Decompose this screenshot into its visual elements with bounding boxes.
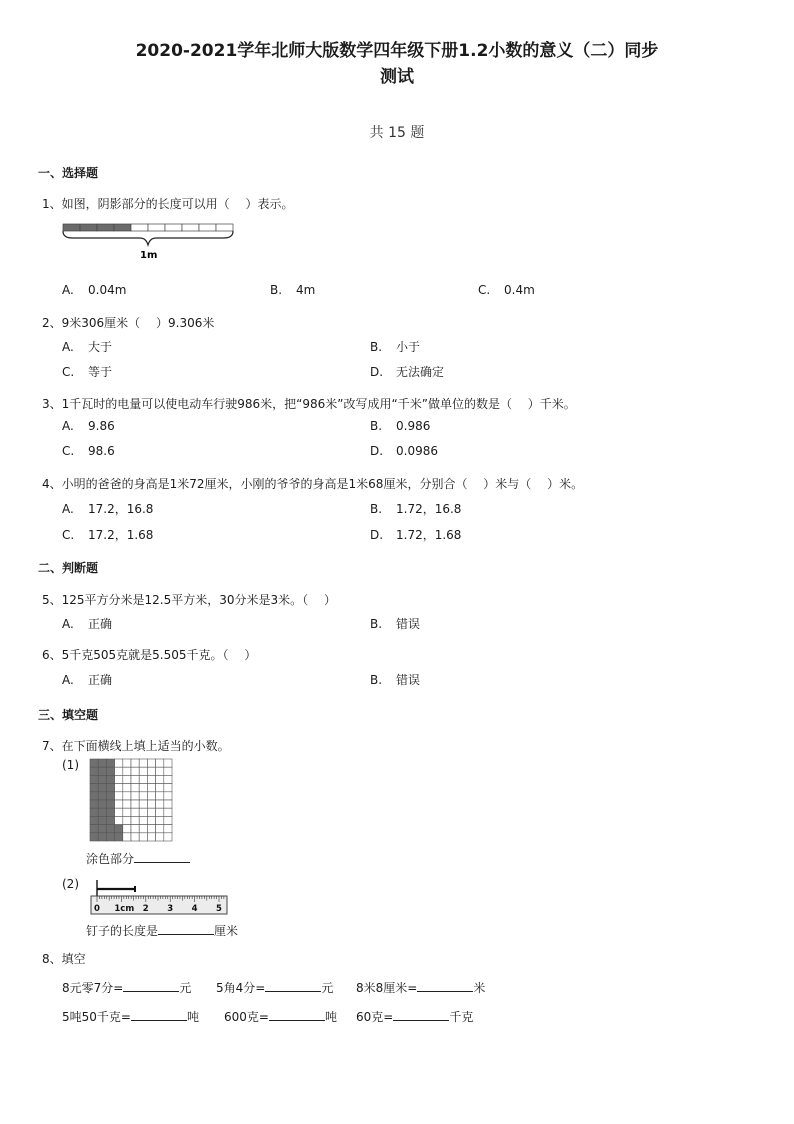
ruler-label: 3 [167, 904, 174, 914]
q1-blank-cell [216, 224, 233, 231]
q2-option-b[interactable] [370, 338, 420, 355]
grid-blank-square [147, 784, 155, 792]
grid-blank-square [139, 759, 147, 767]
grid-blank-square [156, 800, 164, 808]
q1-option-c-letter: C. [478, 283, 491, 297]
q2-option-a-letter: A. [62, 340, 74, 354]
grid-shaded-square [90, 767, 98, 775]
q1-blank-cell [165, 224, 182, 231]
q7-part-1-line [86, 850, 190, 867]
grid-shaded-square [90, 792, 98, 800]
grid-blank-square [164, 825, 172, 833]
question-7-text: 7、在下面横线上填上适当的小数。 [42, 739, 230, 753]
q6-option-b-letter: B. [370, 673, 383, 687]
grid-blank-square [147, 792, 155, 800]
q8-item-1-unit: 元 [179, 981, 192, 995]
q4-option-a-text: 17.2，16.8 [88, 502, 154, 516]
question-4-text: 4、小明的爸爸的身高是1米72厘米，小刚的爷爷的身高是1米68厘米，分别合（ ）米与（ ）米。 [42, 477, 584, 491]
q8-item-4-blank[interactable] [131, 1008, 187, 1021]
q3-option-c-letter: C. [62, 444, 75, 458]
q2-option-b-letter: B. [370, 340, 383, 354]
q3-option-d-letter: D. [370, 444, 384, 458]
question-5-text: 5、125平方分米是12.5平方米，30分米是3米。（ ） [42, 593, 336, 607]
grid-shaded-square [90, 759, 98, 767]
grid-shaded-square [90, 833, 98, 841]
grid-blank-square [147, 825, 155, 833]
grid-blank-square [156, 816, 164, 824]
grid-blank-square [139, 784, 147, 792]
q8-item-6-unit: 千克 [449, 1010, 474, 1024]
q7-part-1-text: 涂色部分 [86, 852, 135, 866]
grid-shaded-square [106, 775, 114, 783]
grid-blank-square [156, 759, 164, 767]
q8-item-4-prefix: 5吨50千克= [62, 1010, 131, 1024]
grid-blank-square [131, 767, 139, 775]
title-line-1: 2020-2021学年北师大版数学四年级下册1.2小数的意义（二）同步 [135, 41, 659, 61]
grid-blank-square [139, 808, 147, 816]
grid-shaded-square [106, 833, 114, 841]
grid-blank-square [139, 816, 147, 824]
grid-blank-square [164, 800, 172, 808]
q5-option-b-text: 错误 [396, 617, 421, 631]
grid-blank-square [164, 792, 172, 800]
grid-shaded-square [106, 784, 114, 792]
grid-shaded-square [90, 816, 98, 824]
q1-blank-cell [199, 224, 216, 231]
q8-item-3-unit: 米 [473, 981, 486, 995]
q1-option-c[interactable] [478, 283, 535, 297]
q2-option-d[interactable] [370, 363, 444, 380]
grid-shaded-square [106, 800, 114, 808]
grid-shaded-square [98, 775, 106, 783]
grid-blank-square [115, 800, 123, 808]
question-1-text: 1、如图，阴影部分的长度可以用（ ）表示。 [42, 197, 294, 211]
grid-blank-square [147, 767, 155, 775]
grid-blank-square [139, 825, 147, 833]
title-line-2: 测试 [380, 67, 414, 87]
grid-shaded-square [90, 800, 98, 808]
q8-item-5-prefix: 600克= [224, 1010, 269, 1024]
q4-option-b-text: 1.72，16.8 [396, 502, 462, 516]
grid-blank-square [164, 767, 172, 775]
grid-shaded-square [106, 792, 114, 800]
q3-option-a-letter: A. [62, 419, 74, 433]
grid-shaded-square [106, 816, 114, 824]
q4-option-b-letter: B. [370, 502, 383, 516]
q7-part-1-blank[interactable] [134, 850, 190, 863]
grid-blank-square [115, 784, 123, 792]
q7-part-2-line [86, 922, 238, 939]
q1-shaded-cell [114, 224, 131, 231]
grid-blank-square [123, 808, 131, 816]
q4-option-a-letter: A. [62, 502, 74, 516]
grid-blank-square [115, 775, 123, 783]
q3-option-b-text: 0.986 [396, 419, 431, 433]
ruler-label: 5 [216, 904, 222, 914]
q8-item-5-unit: 吨 [324, 1010, 337, 1024]
grid-shaded-square [106, 825, 114, 833]
grid-blank-square [131, 775, 139, 783]
q4-option-c[interactable] [62, 526, 153, 543]
q1-shaded-cell [80, 224, 97, 231]
grid-blank-square [131, 808, 139, 816]
q8-item-5-blank[interactable] [269, 1008, 325, 1021]
grid-shaded-square [98, 833, 106, 841]
grid-shaded-square [98, 800, 106, 808]
q8-item-3-blank[interactable] [417, 979, 473, 992]
grid-blank-square [123, 800, 131, 808]
grid-shaded-square [98, 816, 106, 824]
q1-option-b-letter: B. [270, 283, 283, 297]
q8-item-1-blank[interactable] [123, 979, 179, 992]
q8-item-1-prefix: 8元零7分= [62, 981, 124, 995]
q8-item-5 [224, 1008, 337, 1025]
grid-shaded-square [90, 808, 98, 816]
q4-option-c-text: 17.2，1.68 [88, 528, 154, 542]
grid-shaded-square [90, 825, 98, 833]
grid-shaded-square [98, 808, 106, 816]
grid-blank-square [131, 792, 139, 800]
q1-option-a-letter: A. [62, 283, 74, 297]
q7-hundred-grid [89, 758, 173, 842]
q2-option-d-letter: D. [370, 365, 384, 379]
q3-option-b-letter: B. [370, 419, 383, 433]
q6-option-a[interactable] [62, 671, 112, 688]
question-3-text: 3、1千瓦时的电量可以使电动车行驶986米，把“986米”改写成用“千米”做单位的数是（ ）千米。 [42, 397, 576, 411]
q7-part-2-unit: 厘米 [214, 924, 239, 938]
section-judge-heading: 二、判断题 [38, 561, 99, 575]
q3-option-a-text: 9.86 [88, 419, 115, 433]
grid-blank-square [147, 759, 155, 767]
section-fill-heading: 三、填空题 [38, 708, 99, 722]
grid-shaded-square [90, 784, 98, 792]
grid-shaded-square [90, 775, 98, 783]
grid-blank-square [131, 833, 139, 841]
ruler-label: 4 [191, 904, 198, 914]
q3-option-d[interactable] [370, 444, 438, 458]
grid-blank-square [123, 825, 131, 833]
q8-item-6 [356, 1008, 473, 1025]
grid-blank-square [139, 767, 147, 775]
grid-blank-square [115, 816, 123, 824]
grid-shaded-square [98, 759, 106, 767]
grid-blank-square [156, 833, 164, 841]
q5-option-a-text: 正确 [88, 617, 113, 631]
page-title [60, 38, 734, 90]
q7-part-2-blank[interactable] [158, 922, 214, 935]
grid-blank-square [115, 792, 123, 800]
q1-shaded-cell [97, 224, 114, 231]
q8-item-2-unit: 元 [321, 981, 334, 995]
q1-shaded-cell [63, 224, 80, 231]
grid-blank-square [123, 792, 131, 800]
grid-blank-square [131, 800, 139, 808]
q3-option-d-text: 0.0986 [396, 444, 438, 458]
grid-blank-square [115, 767, 123, 775]
q1-option-b[interactable] [270, 283, 315, 297]
grid-blank-square [115, 759, 123, 767]
grid-blank-square [156, 825, 164, 833]
q7-ruler-figure [88, 874, 230, 916]
q8-item-3-prefix: 8米8厘米= [356, 981, 418, 995]
q6-option-b-text: 错误 [396, 673, 421, 687]
q3-option-c-text: 98.6 [88, 444, 115, 458]
grid-shaded-square [115, 833, 123, 841]
grid-shaded-square [106, 767, 114, 775]
grid-blank-square [123, 816, 131, 824]
q1-option-c-text: 0.4m [504, 283, 535, 297]
question-6-text: 6、5千克505克就是5.505千克。（ ） [42, 648, 257, 662]
grid-blank-square [139, 800, 147, 808]
q1-figure-label: 1m [140, 250, 158, 261]
q1-option-b-text: 4m [296, 283, 316, 297]
grid-blank-square [164, 784, 172, 792]
grid-shaded-square [98, 825, 106, 833]
section-choice-heading: 一、选择题 [38, 166, 99, 180]
q7-part-2-label: (2) [62, 877, 79, 891]
grid-shaded-square [115, 825, 123, 833]
q8-item-2 [216, 979, 333, 996]
q5-option-a[interactable] [62, 615, 112, 632]
q6-option-a-letter: A. [62, 673, 74, 687]
q7-part-1-label: (1) [62, 758, 79, 772]
grid-blank-square [164, 816, 172, 824]
grid-blank-square [115, 808, 123, 816]
grid-blank-square [131, 825, 139, 833]
grid-blank-square [147, 816, 155, 824]
q3-option-c[interactable] [62, 444, 115, 458]
grid-blank-square [139, 792, 147, 800]
grid-blank-square [164, 833, 172, 841]
grid-shaded-square [98, 784, 106, 792]
q4-option-d[interactable] [370, 526, 461, 543]
q4-option-b[interactable] [370, 500, 461, 517]
grid-blank-square [123, 833, 131, 841]
grid-blank-square [164, 808, 172, 816]
q8-item-2-blank[interactable] [265, 979, 321, 992]
grid-shaded-square [98, 792, 106, 800]
grid-blank-square [164, 775, 172, 783]
q1-blank-cell [182, 224, 199, 231]
grid-blank-square [156, 775, 164, 783]
grid-blank-square [123, 759, 131, 767]
q8-item-1 [62, 979, 191, 996]
q2-option-c-text: 等于 [88, 365, 113, 379]
q8-item-3 [356, 979, 485, 996]
grid-blank-square [156, 784, 164, 792]
q1-option-a-text: 0.04m [88, 283, 127, 297]
grid-blank-square [131, 759, 139, 767]
grid-shaded-square [98, 767, 106, 775]
q6-option-b[interactable] [370, 671, 420, 688]
question-2-text: 2、9米306厘米（ ）9.306米 [42, 316, 215, 330]
question-8-text: 8、填空 [42, 952, 86, 966]
q2-option-c[interactable] [62, 363, 112, 380]
q2-option-a-text: 大于 [88, 340, 113, 354]
q2-option-d-text: 无法确定 [396, 365, 445, 379]
q8-item-4-unit: 吨 [186, 1010, 199, 1024]
grid-shaded-square [106, 808, 114, 816]
grid-blank-square [156, 767, 164, 775]
grid-blank-square [123, 767, 131, 775]
q1-option-a[interactable] [62, 283, 126, 297]
ruler-label: 0 [94, 904, 100, 914]
ruler-label: 2 [142, 904, 149, 914]
q8-item-6-prefix: 60克= [356, 1010, 394, 1024]
q7-part-2-text: 钉子的长度是 [86, 924, 159, 938]
grid-blank-square [131, 816, 139, 824]
grid-shaded-square [106, 759, 114, 767]
q2-option-c-letter: C. [62, 365, 75, 379]
q2-option-a[interactable] [62, 338, 112, 355]
q8-item-6-blank[interactable] [393, 1008, 449, 1021]
q6-option-a-text: 正确 [88, 673, 113, 687]
grid-blank-square [156, 808, 164, 816]
question-count: 共 15 题 [369, 125, 425, 141]
ruler-label: 1cm [114, 904, 135, 914]
q4-option-d-letter: D. [370, 528, 384, 542]
grid-blank-square [139, 775, 147, 783]
q3-option-a[interactable] [62, 419, 115, 433]
q1-blank-cell [148, 224, 165, 231]
grid-blank-square [123, 784, 131, 792]
q5-option-a-letter: A. [62, 617, 74, 631]
q5-option-b-letter: B. [370, 617, 383, 631]
q4-option-a[interactable] [62, 500, 153, 517]
q8-item-2-prefix: 5角4分= [216, 981, 266, 995]
q1-blank-cell [131, 224, 148, 231]
q5-option-b[interactable] [370, 615, 420, 632]
grid-blank-square [164, 759, 172, 767]
grid-blank-square [147, 808, 155, 816]
q1-segment-figure [60, 220, 236, 262]
q3-option-b[interactable] [370, 419, 430, 433]
q2-option-b-text: 小于 [396, 340, 421, 354]
grid-blank-square [147, 833, 155, 841]
q4-option-d-text: 1.72，1.68 [396, 528, 462, 542]
grid-blank-square [139, 833, 147, 841]
grid-blank-square [147, 775, 155, 783]
grid-blank-square [156, 792, 164, 800]
q8-item-4 [62, 1008, 199, 1025]
grid-blank-square [123, 775, 131, 783]
grid-blank-square [131, 784, 139, 792]
q4-option-c-letter: C. [62, 528, 75, 542]
grid-blank-square [147, 800, 155, 808]
